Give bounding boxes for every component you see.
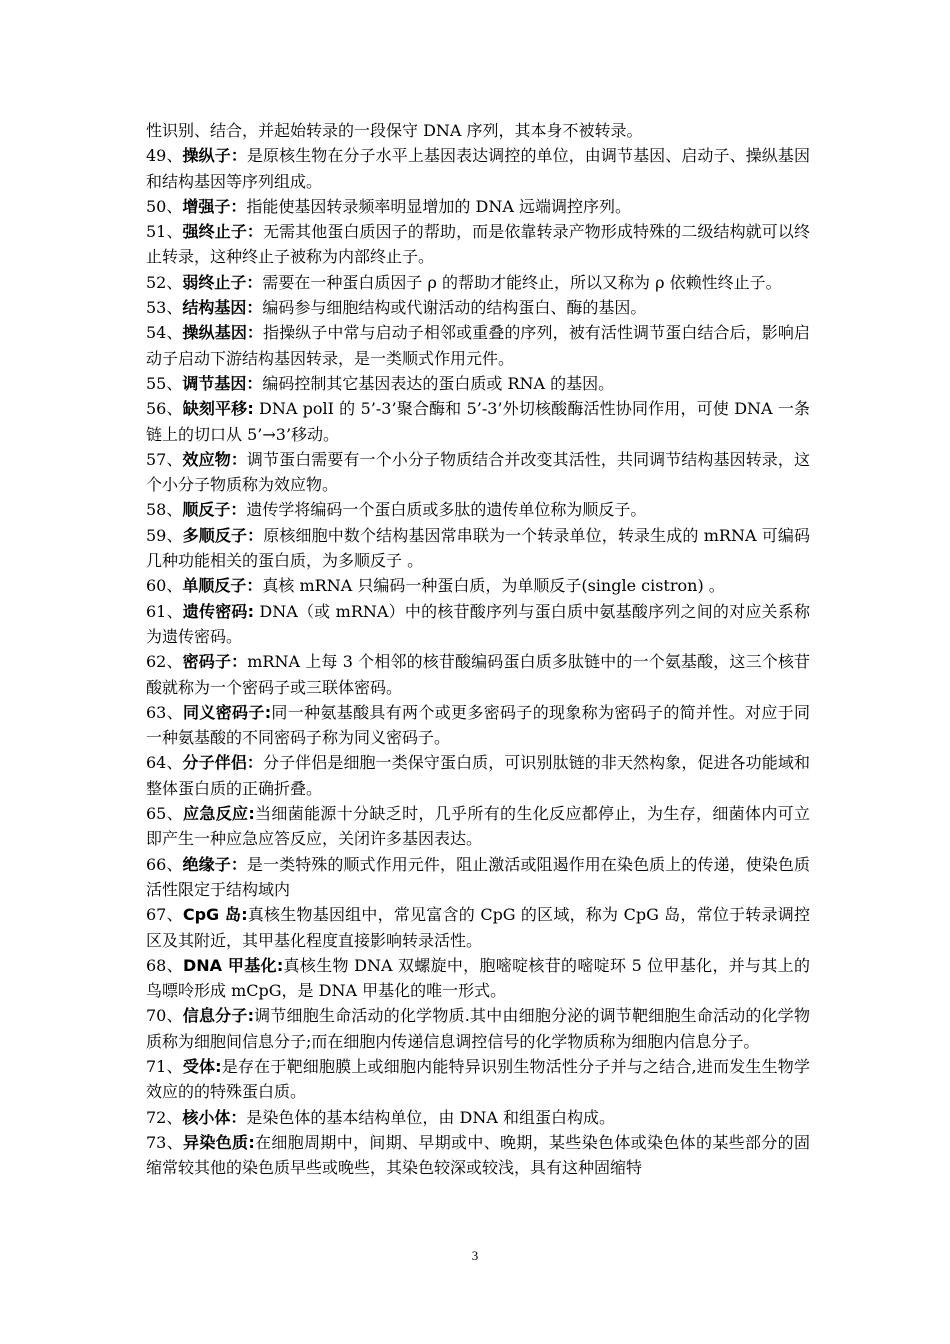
entry-term: 缺刻平移 xyxy=(182,399,248,419)
entry-definition: 无需其他蛋白质因子的帮助，而是依靠转录产物形成特殊的二级结构就可以终止转录，这种终止子被称为内部终止子。 xyxy=(146,222,810,267)
entry-separator: ： xyxy=(230,449,247,469)
entry-number: 55、 xyxy=(146,373,183,393)
glossary-entry xyxy=(146,953,810,1004)
entry-separator: ： xyxy=(230,1107,247,1127)
glossary-entry xyxy=(146,599,810,650)
entry-definition: 是染色体的基本结构单位，由 DNA 和组蛋白构成。 xyxy=(246,1107,615,1127)
entry-number: 52、 xyxy=(146,272,183,292)
entry-number: 66、 xyxy=(146,854,183,874)
glossary-entry xyxy=(146,750,810,801)
glossary-entry xyxy=(146,118,810,143)
glossary-entry xyxy=(146,852,810,903)
entry-definition: 指能使基因转录频率明显增加的 DNA 远端调控序列。 xyxy=(246,196,631,216)
document-body xyxy=(146,118,810,1180)
entry-definition: 真核生物基因组中，常见富含的 CpG 的区域，称为 CpG 岛，常位于转录调控区及其附近，其甲基化程度直接影响转录活性。 xyxy=(146,905,810,950)
entry-term: 操纵子 xyxy=(182,146,231,166)
glossary-entry xyxy=(146,700,810,751)
entry-separator: ： xyxy=(246,222,263,242)
entry-term: 强终止子 xyxy=(182,222,247,242)
entry-number: 73、 xyxy=(146,1132,184,1152)
entry-definition: 分子伴侣是细胞一类保守蛋白质，可识别肽链的非天然构象，促进各功能域和整体蛋白质的正确折叠。 xyxy=(146,753,810,798)
entry-number: 68、 xyxy=(146,955,183,975)
entry-term: 多顺反子 xyxy=(182,525,248,545)
entry-number: 63、 xyxy=(146,702,184,722)
entry-term: 增强子 xyxy=(182,196,231,216)
entry-number: 62、 xyxy=(146,652,183,672)
glossary-entry xyxy=(146,1130,810,1181)
glossary-entry xyxy=(146,1054,810,1105)
entry-term: 结构基因 xyxy=(182,298,247,318)
entry-definition: 编码参与细胞结构或代谢活动的结构蛋白、酶的基因。 xyxy=(262,298,647,318)
entry-term: 单顺反子 xyxy=(182,576,247,596)
entry-number: 60、 xyxy=(146,576,183,596)
entry-separator: : xyxy=(247,1006,254,1026)
glossary-entry xyxy=(146,320,810,371)
entry-number: 56、 xyxy=(146,399,183,419)
glossary-entry xyxy=(146,270,810,295)
entry-definition: 调节蛋白需要有一个小分子物质结合并改变其活性，共同调节结构基因转录，这个小分子物质称为效应物。 xyxy=(146,449,810,495)
entry-definition: 真核生物 DNA 双螺旋中，胞嘧啶核苷的嘧啶环 5 位甲基化，并与其上的鸟嘌呤形成 mCpG，是 DNA 甲基化的唯一形式。 xyxy=(146,955,810,1001)
entry-number: 51、 xyxy=(146,222,183,242)
entry-term: 核小体 xyxy=(182,1107,231,1127)
entry-separator: ： xyxy=(230,196,247,216)
entry-term: 绝缘子 xyxy=(182,854,231,874)
entry-definition: 在细胞周期中，间期、早期或中、晚期，某些染色体或染色体的某些部分的固缩常较其他的染色质早些或晚些，其染色较深或较浅，具有这种固缩特 xyxy=(146,1132,810,1178)
entry-separator: ： xyxy=(246,576,263,596)
entry-definition: 性识别、结合，并起始转录的一段保守 DNA 序列，其本身不被转录。 xyxy=(146,121,643,140)
entry-definition: 指操纵子中常与启动子相邻或重叠的序列，被有活性调节蛋白结合后，影响启动子启动下游结构基因转录，是一类顺式作用元件。 xyxy=(146,323,810,368)
entry-number: 59、 xyxy=(146,525,183,545)
entry-definition: 是存在于靶细胞膜上或细胞内能特异识别生物活性分子并与之结合,进而发生生物学效应的的特殊蛋白质。 xyxy=(146,1056,810,1102)
entry-separator: ： xyxy=(230,146,247,166)
entry-term: 受体 xyxy=(182,1056,216,1076)
entry-separator: : xyxy=(247,399,254,419)
entry-number: 61、 xyxy=(146,601,183,621)
entry-definition: 真核 mRNA 只编码一种蛋白质，为单顺反子(single cistron) 。 xyxy=(262,576,725,596)
glossary-entry xyxy=(146,523,810,574)
entry-number: 58、 xyxy=(146,500,183,520)
glossary-entry xyxy=(146,194,810,219)
entry-separator: ： xyxy=(246,272,263,292)
entry-definition: 编码控制其它基因表达的蛋白质或 RNA 的基因。 xyxy=(262,373,615,393)
entry-number: 64、 xyxy=(146,753,183,773)
entry-separator: : xyxy=(276,955,284,975)
entry-definition: 遗传学将编码一个蛋白质或多肽的遗传单位称为顺反子。 xyxy=(246,500,647,520)
entry-definition: 需要在一种蛋白质因子 ρ 的帮助才能终止，所以又称为 ρ 依赖性终止子。 xyxy=(262,272,782,292)
glossary-entry xyxy=(146,902,810,953)
entry-definition: DNA polI 的 5’-3’聚合酶和 5’-3’外切核酸酶活性协同作用，可使 DNA 一条链上的切口从 5’→3’移动。 xyxy=(146,399,810,444)
glossary-entry xyxy=(146,497,810,522)
glossary-entry xyxy=(146,143,810,194)
entry-definition: 原核细胞中数个结构基因常串联为一个转录单位，转录生成的 mRNA 可编码几种功能相关的蛋白质，为多顺反子 。 xyxy=(146,525,810,571)
glossary-entry xyxy=(146,396,810,447)
entry-separator: ： xyxy=(230,500,247,520)
entry-term: 异染色质 xyxy=(183,1132,249,1152)
entry-separator: ： xyxy=(247,525,264,545)
entry-term: 弱终止子 xyxy=(182,272,247,292)
entry-term: 顺反子 xyxy=(182,500,231,520)
entry-separator: ： xyxy=(246,373,263,393)
glossary-entry xyxy=(146,447,810,498)
entry-term: CpG 岛 xyxy=(182,905,242,925)
entry-separator: : xyxy=(248,1132,255,1152)
page-number: 3 xyxy=(471,1248,479,1263)
entry-definition: 同一种氨基酸具有两个或更多密码子的现象称为密码子的简并性。对应于同一种氨基酸的不同密码子称为同义密码子。 xyxy=(146,702,810,748)
glossary-entry xyxy=(146,1003,810,1054)
entry-term: 同义密码子 xyxy=(183,702,265,722)
entry-term: 信息分子 xyxy=(182,1006,248,1026)
entry-definition: 调节细胞生命活动的化学物质.其中由细胞分泌的调节靶细胞生命活动的化学物质称为细胞间信息分子;而在细胞内传递信息调控信号的化学物质称为细胞内信息分子。 xyxy=(146,1006,810,1051)
entry-definition: mRNA 上每 3 个相邻的核苷酸编码蛋白质多肽链中的一个氨基酸，这三个核苷酸就称为一个密码子或三联体密码。 xyxy=(146,652,810,697)
entry-number: 50、 xyxy=(146,196,183,216)
entry-number: 49、 xyxy=(146,146,183,166)
entry-number: 65、 xyxy=(146,804,184,824)
entry-number: 57、 xyxy=(146,449,183,469)
glossary-entry xyxy=(146,573,810,598)
entry-separator: ： xyxy=(246,298,263,318)
entry-term: 密码子 xyxy=(182,652,232,672)
entry-separator: : xyxy=(215,1056,222,1076)
entry-number: 70、 xyxy=(146,1006,183,1026)
entry-number: 72、 xyxy=(146,1107,183,1127)
entry-definition: DNA（或 mRNA）中的核苷酸序列与蛋白质中氨基酸序列之间的对应关系称为遗传密码。 xyxy=(146,601,810,646)
entry-definition: 是一类特殊的顺式作用元件，阻止激活或阻遏作用在染色质上的传递，使染色质活性限定于结构域内 xyxy=(146,854,810,899)
entry-separator: : xyxy=(248,804,255,824)
entry-number: 71、 xyxy=(146,1056,183,1076)
entry-term: 效应物 xyxy=(182,449,231,469)
entry-separator: ： xyxy=(246,753,263,773)
entry-term: 分子伴侣 xyxy=(182,753,247,773)
glossary-entry xyxy=(146,295,810,320)
entry-term: 遗传密码 xyxy=(182,601,248,621)
entry-term: 操纵基因 xyxy=(182,323,247,343)
glossary-entry xyxy=(146,801,810,852)
entry-separator: ： xyxy=(230,854,247,874)
entry-term: DNA 甲基化 xyxy=(182,955,277,975)
glossary-entry xyxy=(146,1105,810,1130)
glossary-entry xyxy=(146,371,810,396)
entry-number: 54、 xyxy=(146,323,183,343)
glossary-entry xyxy=(146,219,810,270)
entry-definition: 当细菌能源十分缺乏时，几乎所有的生化反应都停止，为生存，细菌体内可立即产生一种应急应答反应，关闭许多基因表达。 xyxy=(146,804,810,849)
entry-separator: ： xyxy=(246,323,263,343)
entry-separator: : xyxy=(241,905,248,925)
entry-number: 53、 xyxy=(146,298,183,318)
entry-term: 应急反应 xyxy=(183,804,249,824)
entry-number: 67、 xyxy=(146,905,183,925)
entry-term: 调节基因 xyxy=(182,373,247,393)
entry-separator: ： xyxy=(231,652,248,672)
glossary-entry xyxy=(146,649,810,700)
entry-definition: 是原核生物在分子水平上基因表达调控的单位，由调节基因、启动子、操纵基因和结构基因等序列组成。 xyxy=(146,146,810,191)
entry-separator: : xyxy=(264,702,272,722)
entry-separator: : xyxy=(247,601,255,621)
